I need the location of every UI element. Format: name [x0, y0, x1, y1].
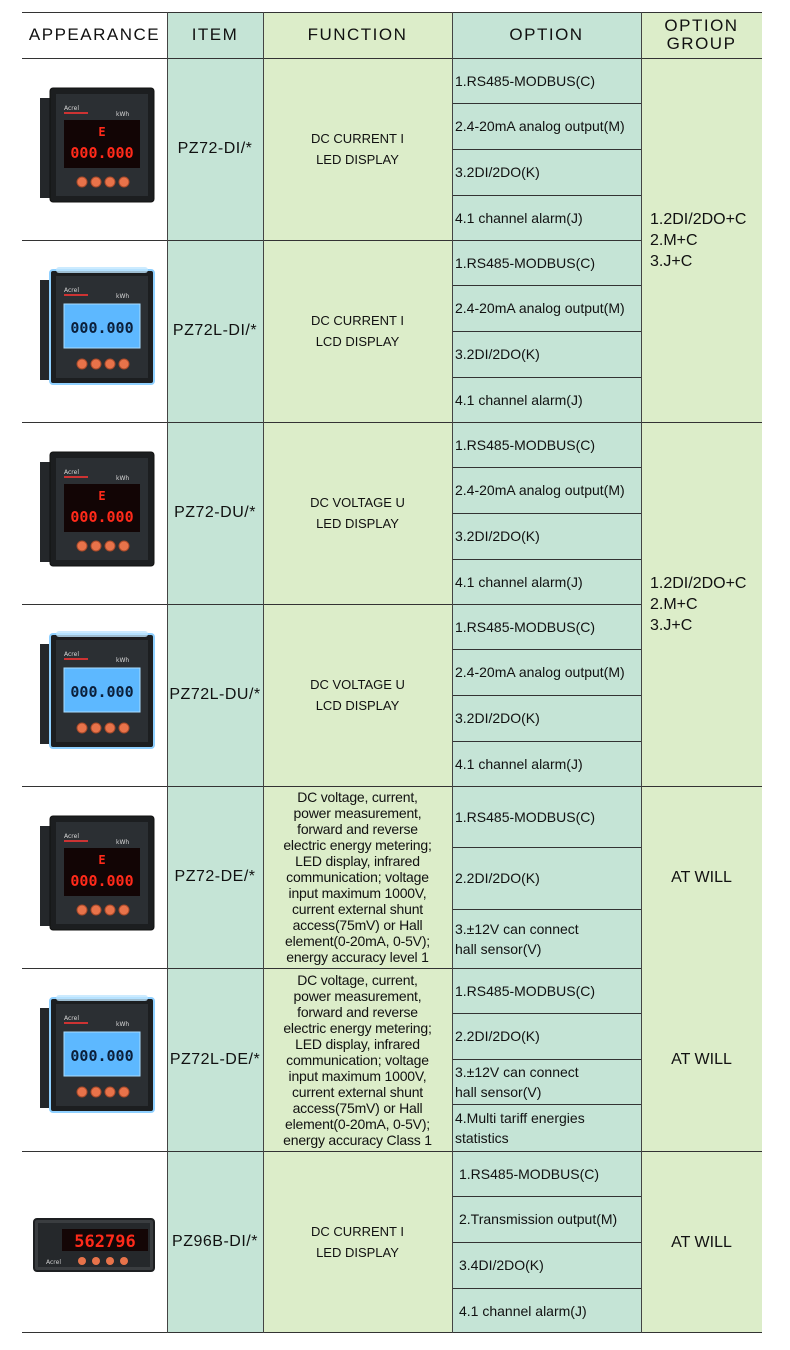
- option-text: 2.4-20mA analog output(M): [455, 482, 625, 498]
- meter-button: [77, 905, 87, 915]
- item-model: PZ72-DE/*: [167, 786, 263, 968]
- option-item: [452, 513, 641, 559]
- brand-stripe: [64, 476, 88, 478]
- option-text: 4.1 channel alarm(J): [455, 573, 583, 590]
- option-text: 3.2DI/2DO(K): [455, 710, 540, 726]
- option-item: [452, 377, 641, 422]
- function-description: [263, 786, 452, 968]
- function-line: access(75mV) or Hall: [292, 917, 423, 933]
- option-item: [452, 604, 641, 649]
- function-line: power measurement,: [293, 987, 422, 1004]
- option-group: [641, 968, 762, 1151]
- function-text: [311, 128, 404, 170]
- option-text: 4.1 channel alarm(J): [455, 209, 583, 226]
- meter-button: [105, 723, 115, 733]
- table-top-border: [22, 12, 762, 13]
- option-group-line: 1.2DI/2DO+C: [650, 574, 747, 592]
- function-line: DC VOLTAGE U: [310, 495, 405, 510]
- option-group-line: 1.2DI/2DO+C: [650, 210, 747, 228]
- meter-glow: [56, 267, 148, 273]
- option-list: [452, 786, 641, 968]
- item-model: PZ72L-DU/*: [167, 604, 263, 786]
- brand-stripe: [64, 112, 88, 114]
- row-divider: [22, 240, 641, 241]
- brand-label: Acrel: [46, 1259, 61, 1266]
- option-text: 1.RS485-MODBUS(C): [455, 72, 596, 89]
- meter-glow: [56, 631, 148, 637]
- header-option: OPTION: [452, 12, 641, 58]
- unit-label: kWh: [116, 293, 130, 300]
- unit-label: kWh: [116, 111, 130, 118]
- unit-label: kWh: [116, 475, 130, 482]
- function-text: [310, 492, 405, 534]
- option-text: 2.2DI/2DO(K): [455, 870, 540, 886]
- meter-button: [77, 1087, 87, 1097]
- function-description: [263, 422, 452, 604]
- option-item: [452, 909, 641, 968]
- function-line: DC CURRENT I: [311, 313, 404, 328]
- option-item: [452, 1196, 641, 1242]
- header-appearance: APPEARANCE: [22, 12, 167, 58]
- function-line: communication; voltage: [286, 1051, 429, 1068]
- option-item: [452, 195, 641, 240]
- option-list: [452, 422, 641, 604]
- option-list: [452, 58, 641, 240]
- option-item: [452, 847, 641, 909]
- meter-glow: [56, 995, 148, 1001]
- unit-label: kWh: [116, 1021, 130, 1028]
- meter-button: [92, 1257, 100, 1265]
- function-line: element(0-20mA, 0-5V);: [284, 1115, 430, 1132]
- option-text: 2.2DI/2DO(K): [455, 1028, 540, 1044]
- function-text: [311, 310, 404, 352]
- option-text: 3.2DI/2DO(K): [455, 528, 540, 544]
- function-line: communication; voltage: [286, 869, 429, 885]
- appearance-cell: [22, 1151, 167, 1333]
- option-item: [452, 695, 641, 741]
- led-digits: 000.000: [70, 872, 134, 890]
- meter-button: [77, 723, 87, 733]
- column-divider: [167, 12, 168, 1333]
- meter-button: [119, 541, 129, 551]
- brand-label: Acrel: [64, 833, 79, 840]
- option-item: [452, 240, 641, 285]
- header-divider: [22, 58, 762, 59]
- option-text: 2.Transmission output(M): [459, 1211, 618, 1227]
- option-group-line: 3.J+C: [650, 616, 693, 634]
- option-group-line: AT WILL: [671, 1233, 732, 1251]
- option-list: [452, 604, 641, 786]
- meter-photo: [22, 786, 167, 968]
- function-line: power measurement,: [293, 805, 422, 821]
- function-line: forward and reverse: [297, 821, 418, 837]
- option-item: [452, 149, 641, 195]
- appearance-cell: [22, 422, 167, 604]
- appearance-cell: [22, 58, 167, 240]
- function-line: energy accuracy level 1: [286, 949, 429, 965]
- product-table: [22, 12, 762, 1333]
- led-digits: 000.000: [70, 508, 134, 526]
- column-divider: [641, 12, 642, 1333]
- option-item: [452, 58, 641, 103]
- option-text: 4.Multi tariff energies: [455, 1109, 585, 1126]
- brand-stripe: [64, 1022, 88, 1024]
- option-list: [452, 968, 641, 1151]
- header-option-group-line: GROUP: [666, 34, 737, 53]
- meter-button: [106, 1257, 114, 1265]
- lcd-digits: 000.000: [70, 1047, 134, 1065]
- appearance-cell: [22, 786, 167, 968]
- function-description: [263, 968, 452, 1151]
- appearance-cell: [22, 968, 167, 1151]
- brand-stripe: [64, 658, 88, 660]
- function-line: LED DISPLAY: [316, 516, 399, 531]
- function-text: [283, 972, 432, 1148]
- meter-button: [119, 359, 129, 369]
- function-line: DC voltage, current,: [297, 971, 418, 988]
- row-divider: [22, 786, 762, 787]
- row-divider: [22, 1151, 762, 1152]
- meter-button: [91, 723, 101, 733]
- function-line: DC voltage, current,: [297, 789, 418, 805]
- meter-button: [105, 905, 115, 915]
- meter-button: [78, 1257, 86, 1265]
- item-model: PZ72-DI/*: [167, 58, 263, 240]
- meter-button: [91, 177, 101, 187]
- option-text: 4.1 channel alarm(J): [455, 391, 583, 408]
- meter-button: [105, 359, 115, 369]
- appearance-cell: [22, 240, 167, 422]
- option-text: 4.1 channel alarm(J): [459, 1302, 587, 1319]
- function-line: input maximum 1000V,: [288, 885, 427, 901]
- function-line: electric energy metering;: [283, 837, 432, 853]
- function-description: [263, 58, 452, 240]
- option-item: [452, 1059, 641, 1104]
- column-divider: [263, 12, 264, 1333]
- function-line: forward and reverse: [297, 1003, 418, 1020]
- option-group: [641, 422, 762, 786]
- meter-button: [105, 1087, 115, 1097]
- option-text: 1.RS485-MODBUS(C): [455, 808, 596, 825]
- item-model: PZ96B-DI/*: [167, 1151, 263, 1333]
- function-line: current external shunt: [291, 1083, 423, 1100]
- meter-button: [77, 541, 87, 551]
- option-group-line: AT WILL: [671, 1051, 732, 1068]
- option-group-line: AT WILL: [671, 868, 732, 886]
- option-text: hall sensor(V): [455, 1083, 542, 1100]
- option-group: [641, 1151, 762, 1333]
- function-line: access(75mV) or Hall: [292, 1099, 423, 1116]
- table-bottom-border: [22, 1332, 762, 1333]
- function-line: input maximum 1000V,: [288, 1067, 427, 1084]
- function-line: DC CURRENT I: [311, 131, 404, 146]
- meter-photo: [22, 240, 167, 422]
- header-option-group-line: OPTION: [664, 16, 739, 35]
- header-function: FUNCTION: [263, 12, 452, 58]
- meter-photo: [22, 1151, 167, 1333]
- option-item: [452, 786, 641, 847]
- meter-button: [105, 177, 115, 187]
- meter-photo: [22, 58, 167, 240]
- unit-label: kWh: [116, 657, 130, 664]
- function-line: LCD DISPLAY: [315, 698, 400, 713]
- function-line: current external shunt: [291, 901, 423, 917]
- lcd-digits: 000.000: [70, 683, 134, 701]
- function-line: energy accuracy Class 1: [283, 1131, 432, 1148]
- option-text: statistics: [455, 1129, 509, 1146]
- function-line: LED DISPLAY: [316, 1245, 399, 1260]
- option-item: [452, 285, 641, 331]
- option-item: [452, 1104, 641, 1151]
- row-divider: [22, 422, 762, 423]
- meter-button: [120, 1257, 128, 1265]
- option-item: [452, 1242, 641, 1288]
- function-description: [263, 240, 452, 422]
- function-line: LCD DISPLAY: [315, 334, 400, 349]
- option-item: [452, 1288, 641, 1333]
- option-text: 4.1 channel alarm(J): [455, 755, 583, 772]
- appearance-cell: [22, 604, 167, 786]
- function-text: [310, 674, 405, 716]
- option-text: 1.RS485-MODBUS(C): [455, 254, 596, 271]
- item-model: PZ72L-DE/*: [167, 968, 263, 1151]
- option-item: [452, 1013, 641, 1059]
- option-text: 3.±12V can connect: [455, 920, 579, 937]
- meter-button: [105, 541, 115, 551]
- brand-label: Acrel: [64, 105, 79, 112]
- unit-label: kWh: [116, 839, 130, 846]
- option-item: [452, 968, 641, 1013]
- option-group-line: 2.M+C: [650, 595, 698, 613]
- option-list: [452, 1151, 641, 1333]
- meter-photo: [22, 604, 167, 786]
- led-digits: 562796: [74, 1232, 136, 1252]
- option-text: 1.RS485-MODBUS(C): [459, 1165, 600, 1182]
- brand-stripe: [64, 294, 88, 296]
- option-group: [641, 58, 762, 422]
- led-digits: 000.000: [70, 144, 134, 162]
- function-line: LED display, infrared: [295, 1035, 420, 1052]
- function-line: LED DISPLAY: [316, 152, 399, 167]
- option-item: [452, 741, 641, 786]
- option-item: [452, 331, 641, 377]
- option-text: 1.RS485-MODBUS(C): [455, 982, 596, 999]
- meter-button: [119, 177, 129, 187]
- option-item: [452, 467, 641, 513]
- header-option-group: [641, 12, 762, 58]
- brand-stripe: [64, 840, 88, 842]
- function-line: element(0-20mA, 0-5V);: [284, 933, 430, 949]
- header-item: ITEM: [167, 12, 263, 58]
- meter-button: [119, 723, 129, 733]
- item-model: PZ72L-DI/*: [167, 240, 263, 422]
- option-text: hall sensor(V): [455, 940, 542, 957]
- meter-button: [119, 1087, 129, 1097]
- row-divider: [22, 604, 641, 605]
- option-text: 2.4-20mA analog output(M): [455, 300, 625, 316]
- brand-label: Acrel: [64, 1015, 79, 1022]
- led-symbol: E: [98, 125, 106, 139]
- option-item: [452, 1151, 641, 1196]
- meter-button: [91, 541, 101, 551]
- function-line: LED display, infrared: [295, 853, 420, 869]
- function-description: [263, 604, 452, 786]
- option-text: 3.±12V can connect: [455, 1063, 579, 1080]
- function-text: [311, 1221, 404, 1263]
- function-description: [263, 1151, 452, 1333]
- function-line: DC VOLTAGE U: [310, 677, 405, 692]
- lcd-digits: 000.000: [70, 319, 134, 337]
- option-item: [452, 649, 641, 695]
- option-item: [452, 103, 641, 149]
- meter-button: [91, 359, 101, 369]
- option-text: 1.RS485-MODBUS(C): [455, 618, 596, 635]
- option-text: 3.2DI/2DO(K): [455, 164, 540, 180]
- brand-label: Acrel: [64, 469, 79, 476]
- led-symbol: E: [98, 489, 106, 503]
- row-divider: [22, 968, 641, 969]
- meter-photo: [22, 968, 167, 1150]
- option-group-line: 3.J+C: [650, 252, 693, 270]
- brand-label: Acrel: [64, 651, 79, 658]
- meter-button: [77, 177, 87, 187]
- meter-button: [119, 905, 129, 915]
- option-item: [452, 422, 641, 467]
- item-model: PZ72-DU/*: [167, 422, 263, 604]
- option-text: 2.4-20mA analog output(M): [455, 664, 625, 680]
- function-line: electric energy metering;: [283, 1019, 432, 1036]
- meter-button: [77, 359, 87, 369]
- option-item: [452, 559, 641, 604]
- option-group: [641, 786, 762, 968]
- meter-button: [91, 1087, 101, 1097]
- column-divider: [452, 12, 453, 1333]
- option-text: 3.4DI/2DO(K): [459, 1257, 544, 1273]
- option-text: 3.2DI/2DO(K): [455, 346, 540, 362]
- meter-photo: [22, 422, 167, 604]
- function-text: [283, 789, 431, 965]
- brand-label: Acrel: [64, 287, 79, 294]
- option-group-line: 2.M+C: [650, 231, 698, 249]
- function-line: DC CURRENT I: [311, 1224, 404, 1239]
- led-symbol: E: [98, 853, 106, 867]
- option-text: 2.4-20mA analog output(M): [455, 118, 625, 134]
- option-list: [452, 240, 641, 422]
- meter-button: [91, 905, 101, 915]
- option-text: 1.RS485-MODBUS(C): [455, 436, 596, 453]
